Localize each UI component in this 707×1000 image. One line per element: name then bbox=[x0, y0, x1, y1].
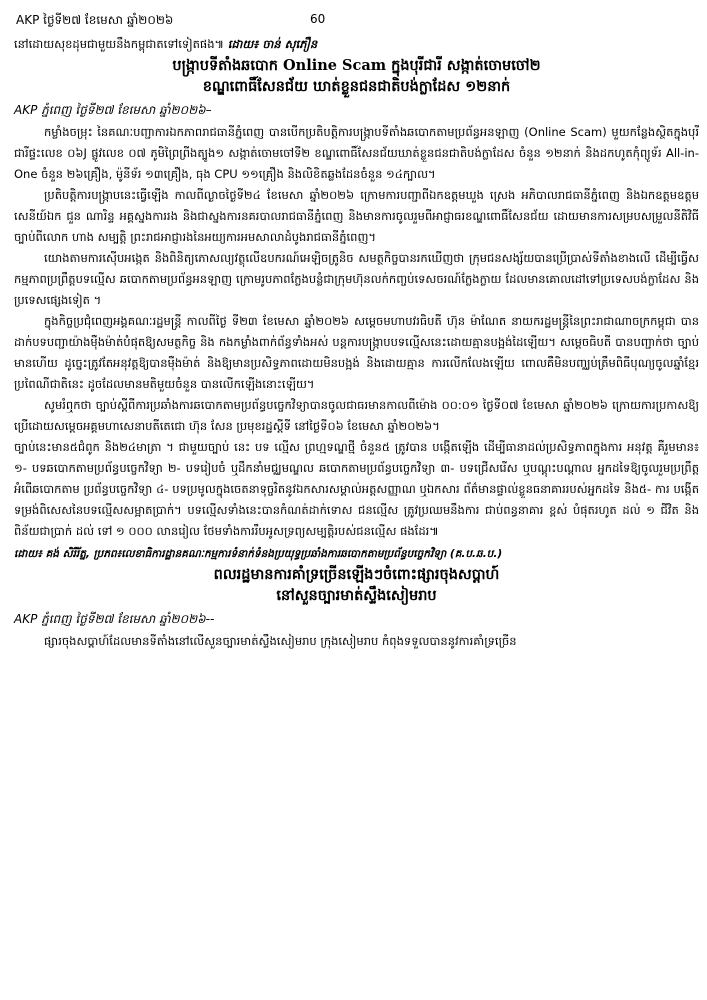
article-paragraph: ប្រតិបត្តិការបង្ក្រាបនេះធ្វើឡើង កាលពីល្ងាចថ្ងៃទី២៤ ខែមេសា ឆ្នាំ២០២៦ ក្រោមការបញ្ជាពីឯកឧត្តមឃួង ស្រេង អភិបាលរាជធានីភ្នំពេញ និងឯកឧត្តមឧត្តមសេនីយ៍ឯក ជួន ណារិន្ទ អគ្គស្នងការរង និងជាស្នងការនគរបាលរាជធានីភ្នំពេញ និងមានការចូលរួមពីអាជ្ញាធរខណ្ឌពោធិ៍សែនជ័យ ដោយមានការសម្របសម្រួលនីតិវិធីច្បាប់ពីលោក ហាង សម្បត្តិ ព្រះរាជអាជ្ញារងនៃអយ្យការអមសាលាដំបូងរាជធានីភ្នំពេញ។ bbox=[14, 188, 699, 244]
article-paragraph: ក្នុងកិច្ចប្រជុំពេញអង្គគណៈរដ្ឋមន្ត្រី កាលពីថ្ងៃ ទី២៣ ខែមេសា ឆ្នាំ២០២៦ សម្តេចមហាបវរធិបតី ហ៊ុន ម៉ាណែត នាយករដ្ឋមន្ត្រីនៃព្រះរាជាណាចក្រកម្ពុជា បានដាក់បទបញ្ជាយ៉ាងម៉ឺងម៉ាត់បំផុតឱ្យសមត្ថកិច្ច និង កងកម្លាំងពាក់ព័ន្ធទាំងអស់ បន្តការបង្ក្រាបបទល្មើសនេះដោយគ្មានបង្អង់ដៃឡើយ។ សម្តេចធិបតី បានបញ្ជាក់ថា ច្បាប់មានហើយ ដូច្នេះត្រូវតែអនុវត្តឱ្យបានម៉ឺងម៉ាត់ និងឱ្យមានប្រសិទ្ធភាពដោយមិនបង្អង់ និងដោយគ្មាន ការលើកលែងឡើយ ពោលគឺមិនបញ្ឈប់ត្រឹមពិធីបុណ្យចូលឆ្នាំខ្មែរ ប្រពៃណីជាតិនេះ ដូចដែលមានមតិមួយចំនួន បានលើកឡើងនោះឡើយ។ bbox=[14, 314, 699, 391]
header-source-date: AKP ថ្ងៃទី២៧ ខែមេសា ឆ្នាំ២០២៦ bbox=[16, 13, 174, 27]
article-paragraph: ផ្សារចុងសប្តាហ៍ដែលមានទីតាំងនៅលើសួនច្បារមាត់ស្ទឹងសៀមរាប ក្រុងសៀមរាប កំពុងទទួលបាននូវការគាំទ្រច្រើន bbox=[44, 634, 517, 648]
article-weekend-market bbox=[14, 564, 699, 652]
article-title-line-2: នៅសួនច្បារមាត់ស្ទឹងសៀមរាប bbox=[276, 587, 437, 604]
document-body bbox=[14, 34, 699, 652]
article-dateline: AKP ភ្នំពេញ ថ្ងៃទី២៧ ខែមេសា ឆ្នាំ២០២៦-- bbox=[14, 612, 215, 626]
article-online-scam bbox=[14, 55, 699, 564]
article-paragraph: យោងតាមការស៊ើបអង្កេត និងពិនិត្យភោសល្យវត្ថុលើឧបករណ៍អេឡិចត្រូនិច សមត្ថកិច្ចបានរកឃើញថា ក្រុមជនសង្ស័យបានប្រើប្រាស់ទីតាំងខាងលើ ដើម្បីធ្វើសកម្មភាពប្រព្រឹត្តបទល្មើស ឆបោកតាមប្រព័ន្ធអនឡាញ ក្រោមរូបភាពក្លែងបន្លំជាក្រុមហ៊ុនលក់កញ្ចប់ទេសចរណ៍ក្លែងក្លាយ ដែលមានគោលដៅទៅប្រទេសបង់ក្លាដែស និងប្រទេសផ្សេងទៀត ។ bbox=[14, 251, 699, 307]
article-paragraph: សូមរំឮកថា ច្បាប់ស្តីពីការប្រឆាំងការឆបោកតាមប្រព័ន្ធបច្ចេកវិទ្យាបានចូលជាធរមានកាលពីម៉ោង ០០:០១ ថ្ងៃទី០៧ ខែមេសា ឆ្នាំ២០២៦ ក្រោយការប្រកាសឱ្យប្រើដោយសម្តេចអគ្គមហាសេនាបតីតេជោ ហ៊ុន សែន ប្រមុខរដ្ឋស្តីទី នៅថ្ងៃទី០៦ ខែមេសា ឆ្នាំ២០២៦។ bbox=[14, 398, 699, 433]
article-credit: ដោយ៖ គង់ សិរីរ័ត្ន, ប្រភព៖លេខាធិការដ្ឋានគណៈកម្មការទំនាក់ទំនងប្រយុទ្ធប្រឆាំងការឆបោកតាមប្រព័ន្ធបច្ចេកវិទ្យា (គ.ប.ឆ.ប.) bbox=[14, 548, 503, 560]
previous-article-byline: ដោយ៖ ចាន់ សុភឿន bbox=[227, 37, 318, 51]
page-header bbox=[14, 10, 699, 32]
previous-article-text: នៅដោយសុខដុមជាមួយនឹងកម្ពុជាតទៅទៀតផង៕ bbox=[14, 37, 225, 51]
document-page bbox=[14, 0, 699, 1000]
article-title-line-2: ខណ្ឌពោធិ៍សែនជ័យ ឃាត់ខ្លួនជនជាតិបង់ក្លាដែស ១២នាក់ bbox=[202, 78, 511, 95]
previous-article-tail bbox=[14, 34, 699, 55]
article-dateline: AKP ភ្នំពេញ ថ្ងៃទី២៧ ខែមេសា ឆ្នាំ២០២៦– bbox=[14, 103, 212, 117]
article-paragraph: កម្លាំងចម្រុះ នៃគណៈបញ្ជាការឯកភាពរាជធានីភ្នំពេញ បានបើកប្រតិបត្តិការបង្ក្រាបទីតាំងឆបោកតាមប្រព័ន្ធអនឡាញ (Online Scam) មួយកន្លែងស្ថិតក្នុងបុរីជារីផ្ទះលេខ ០៦J ផ្លូវលេខ ០៧ ភូមិព្រៃព្រីងត្បូង១ សង្កាត់ចោមចៅទី២ ខណ្ឌពោធិ៍សែនជ័យឃាត់ខ្លួនជនជាតិបង់ក្លាដែស ចំនួន ១២នាក់ និងដកហូតកុំព្យូទ័រ All-in-One ចំនួន ២៦គ្រឿង, ម៉ូនីទ័រ ១៣គ្រឿង, ធុង CPU ១១គ្រឿង និងលិខិតឆ្លងដែនចំនួន ១៤ក្បាល។ bbox=[14, 125, 699, 181]
article-paragraph: ច្បាប់នេះមាន៥ជំពូក និង២៤មាត្រា ។ ជាមួយច្បាប់ នេះ បទ ល្មើស ព្រហ្មទណ្ឌថ្មី ចំនួន៥ ត្រូវបាន បង្កើតឡើង ដើម្បីធានាដល់ប្រសិទ្ធភាពក្នុងការ អនុវត្ត គឺរួមមាន៖ ១- បទឆបោកតាមប្រព័ន្ធបច្ចេកវិទ្យា ២- បទរៀបចំ ឬដឹកនាំមជ្ឈមណ្ឌល ឆបោកតាមប្រព័ន្ធបច្ចេកវិទ្យា ៣- បទជ្រើសរើស ឬបណ្តុះបណ្តាល អ្នកដទៃឱ្យចូលរួមប្រព្រឹត្តអំពើឆបោកតាម ប្រព័ន្ធបច្ចេកវិទ្យា ៤- បទប្រមូលក្នុងចេតនាទុច្ចរិតនូវឯកសារសម្គាល់អត្តសញ្ញាណ ឬឯកសារ ព័ត៌មានផ្ទាល់ខ្លួនធនាគាររបស់អ្នកដទៃ និង៥- ការ បង្កើតទម្រង់ពិសេសនៃបទល្មើសសម្អាតប្រាក់។ បទល្មើសទាំងនេះបានកំណត់ដាក់ទោស ជនល្មើស ត្រូវប្រឈមនឹងការ ជាប់ពន្ធនាគារ ខ្ពស់ បំផុតរហូត ដល់ ១ ជីវិត និង ពិន័យជាប្រាក់ ដល់ ទៅ ១ ០០០ លានរៀល ថែមទាំងការរឹបអូសទ្រព្យសម្បត្តិរបស់ជនល្មើស ផងដែរ៕ bbox=[14, 440, 699, 538]
article-title-line-1: បង្ក្រាបទីតាំងឆបោក Online Scam ក្នុងបុរីជារី សង្កាត់ចោមចៅ២ bbox=[172, 57, 541, 74]
article-title-line-1: ពលរដ្ឋមានការគាំទ្រច្រើនឡើងៗចំពោះផ្សារចុងសប្តាហ៍ bbox=[213, 566, 500, 583]
page-number: 60 bbox=[310, 12, 326, 26]
